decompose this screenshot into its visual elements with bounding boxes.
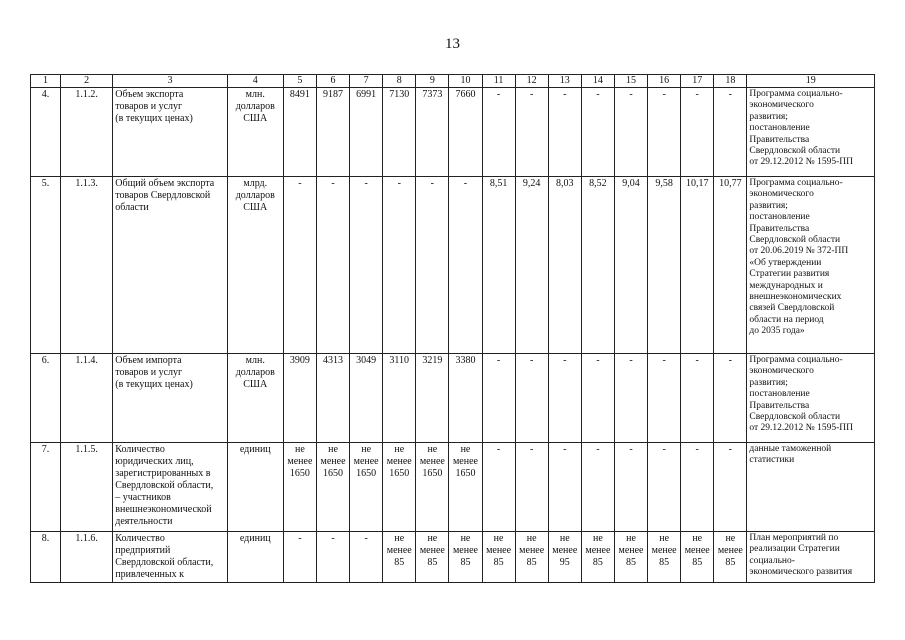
header-cell: 15 <box>614 75 647 88</box>
header-cell: 7 <box>350 75 383 88</box>
value-cell: 4313 <box>316 354 349 443</box>
value-cell: - <box>714 443 747 532</box>
value-cell: - <box>548 443 581 532</box>
value-cell: - <box>283 532 316 583</box>
header-cell: 14 <box>581 75 614 88</box>
value-cell: 8,52 <box>581 177 614 354</box>
header-cell: 11 <box>482 75 515 88</box>
indicator-code: 1.1.4. <box>61 354 113 443</box>
value-cell: - <box>681 88 714 177</box>
header-cell: 9 <box>416 75 449 88</box>
value-cell: 7660 <box>449 88 482 177</box>
value-cell: не менее 1650 <box>316 443 349 532</box>
row-number: 4. <box>31 88 61 177</box>
row-number: 7. <box>31 443 61 532</box>
value-cell: не менее 85 <box>614 532 647 583</box>
table-row <box>31 443 875 532</box>
value-cell: 8491 <box>283 88 316 177</box>
indicator-code: 1.1.6. <box>61 532 113 583</box>
value-cell: не менее 85 <box>681 532 714 583</box>
value-cell: 9,04 <box>614 177 647 354</box>
value-cell: 10,17 <box>681 177 714 354</box>
unit-cell: млн. долларов США <box>227 88 283 177</box>
value-cell: - <box>648 443 681 532</box>
header-cell: 4 <box>227 75 283 88</box>
value-cell: 8,03 <box>548 177 581 354</box>
value-cell: не менее 85 <box>648 532 681 583</box>
source-cell: данные таможенной статистики <box>747 443 875 532</box>
value-cell: не менее 1650 <box>449 443 482 532</box>
source-cell: Программа социально- экономического развития; постановление Правительства Свердловской области от 20.06.2019 № 372-ПП «Об утверждении Стратегии развития международных и внешнеэкономических связей Свердловской области на период до 2035 года» <box>747 177 875 354</box>
value-cell: - <box>515 443 548 532</box>
header-row <box>31 75 875 88</box>
header-cell: 18 <box>714 75 747 88</box>
unit-cell: млн. долларов США <box>227 354 283 443</box>
value-cell: - <box>714 354 747 443</box>
unit-cell: единиц <box>227 532 283 583</box>
header-cell: 3 <box>113 75 227 88</box>
value-cell: не менее 1650 <box>350 443 383 532</box>
value-cell: - <box>581 354 614 443</box>
row-number: 6. <box>31 354 61 443</box>
value-cell: 7130 <box>383 88 416 177</box>
value-cell: 9187 <box>316 88 349 177</box>
value-cell: 9,58 <box>648 177 681 354</box>
value-cell: не менее 85 <box>581 532 614 583</box>
value-cell: 3110 <box>383 354 416 443</box>
header-cell: 8 <box>383 75 416 88</box>
row-number: 5. <box>31 177 61 354</box>
value-cell: 10,77 <box>714 177 747 354</box>
source-cell: Программа социально- экономического развития; постановление Правительства Свердловской области от 29.12.2012 № 1595-ПП <box>747 354 875 443</box>
value-cell: - <box>581 443 614 532</box>
value-cell: - <box>581 88 614 177</box>
table-row <box>31 532 875 583</box>
value-cell: - <box>548 88 581 177</box>
indicators-table <box>30 74 875 583</box>
value-cell: - <box>614 88 647 177</box>
value-cell: не менее 1650 <box>416 443 449 532</box>
header-cell: 17 <box>681 75 714 88</box>
value-cell: не менее 85 <box>714 532 747 583</box>
value-cell: не менее 95 <box>548 532 581 583</box>
table-row <box>31 354 875 443</box>
indicator-name: Общий объем экспорта товаров Свердловской области <box>113 177 227 354</box>
value-cell: - <box>416 177 449 354</box>
value-cell: - <box>515 354 548 443</box>
source-cell: Программа социально- экономического развития; постановление Правительства Свердловской области от 29.12.2012 № 1595-ПП <box>747 88 875 177</box>
table-row <box>31 88 875 177</box>
header-cell: 5 <box>283 75 316 88</box>
value-cell: - <box>350 532 383 583</box>
value-cell: - <box>681 443 714 532</box>
value-cell: - <box>283 177 316 354</box>
value-cell: 6991 <box>350 88 383 177</box>
value-cell: 9,24 <box>515 177 548 354</box>
unit-cell: млрд. долларов США <box>227 177 283 354</box>
header-cell: 10 <box>449 75 482 88</box>
value-cell: - <box>515 88 548 177</box>
value-cell: - <box>614 443 647 532</box>
header-cell: 1 <box>31 75 61 88</box>
table-row <box>31 177 875 354</box>
unit-cell: единиц <box>227 443 283 532</box>
header-cell: 2 <box>61 75 113 88</box>
indicator-name: Объем экспорта товаров и услуг (в текущих ценах) <box>113 88 227 177</box>
value-cell: - <box>482 443 515 532</box>
value-cell: 7373 <box>416 88 449 177</box>
row-number: 8. <box>31 532 61 583</box>
indicator-name: Количество предприятий Свердловской области, привлеченных к <box>113 532 227 583</box>
value-cell: 3909 <box>283 354 316 443</box>
value-cell: - <box>482 354 515 443</box>
value-cell: не менее 85 <box>449 532 482 583</box>
header-cell: 13 <box>548 75 581 88</box>
value-cell: не менее 1650 <box>383 443 416 532</box>
indicator-code: 1.1.2. <box>61 88 113 177</box>
value-cell: не менее 85 <box>383 532 416 583</box>
indicator-code: 1.1.3. <box>61 177 113 354</box>
header-cell: 6 <box>316 75 349 88</box>
value-cell: 8,51 <box>482 177 515 354</box>
value-cell: 3049 <box>350 354 383 443</box>
value-cell: - <box>383 177 416 354</box>
source-cell: План мероприятий по реализации Стратегии социально- экономического развития <box>747 532 875 583</box>
value-cell: - <box>548 354 581 443</box>
value-cell: не менее 85 <box>416 532 449 583</box>
indicator-name: Количество юридических лиц, зарегистрированных в Свердловской области, – участников внешнеэкономической деятельности <box>113 443 227 532</box>
value-cell: - <box>714 88 747 177</box>
value-cell: - <box>316 177 349 354</box>
value-cell: не менее 85 <box>482 532 515 583</box>
value-cell: - <box>681 354 714 443</box>
value-cell: - <box>449 177 482 354</box>
value-cell: - <box>614 354 647 443</box>
value-cell: - <box>316 532 349 583</box>
indicator-name: Объем импорта товаров и услуг (в текущих ценах) <box>113 354 227 443</box>
header-cell: 12 <box>515 75 548 88</box>
header-cell: 16 <box>648 75 681 88</box>
value-cell: - <box>648 354 681 443</box>
header-cell: 19 <box>747 75 875 88</box>
value-cell: - <box>648 88 681 177</box>
value-cell: - <box>482 88 515 177</box>
value-cell: - <box>350 177 383 354</box>
value-cell: 3219 <box>416 354 449 443</box>
value-cell: не менее 85 <box>515 532 548 583</box>
page-number: 13 <box>445 36 460 52</box>
value-cell: не менее 1650 <box>283 443 316 532</box>
indicator-code: 1.1.5. <box>61 443 113 532</box>
value-cell: 3380 <box>449 354 482 443</box>
